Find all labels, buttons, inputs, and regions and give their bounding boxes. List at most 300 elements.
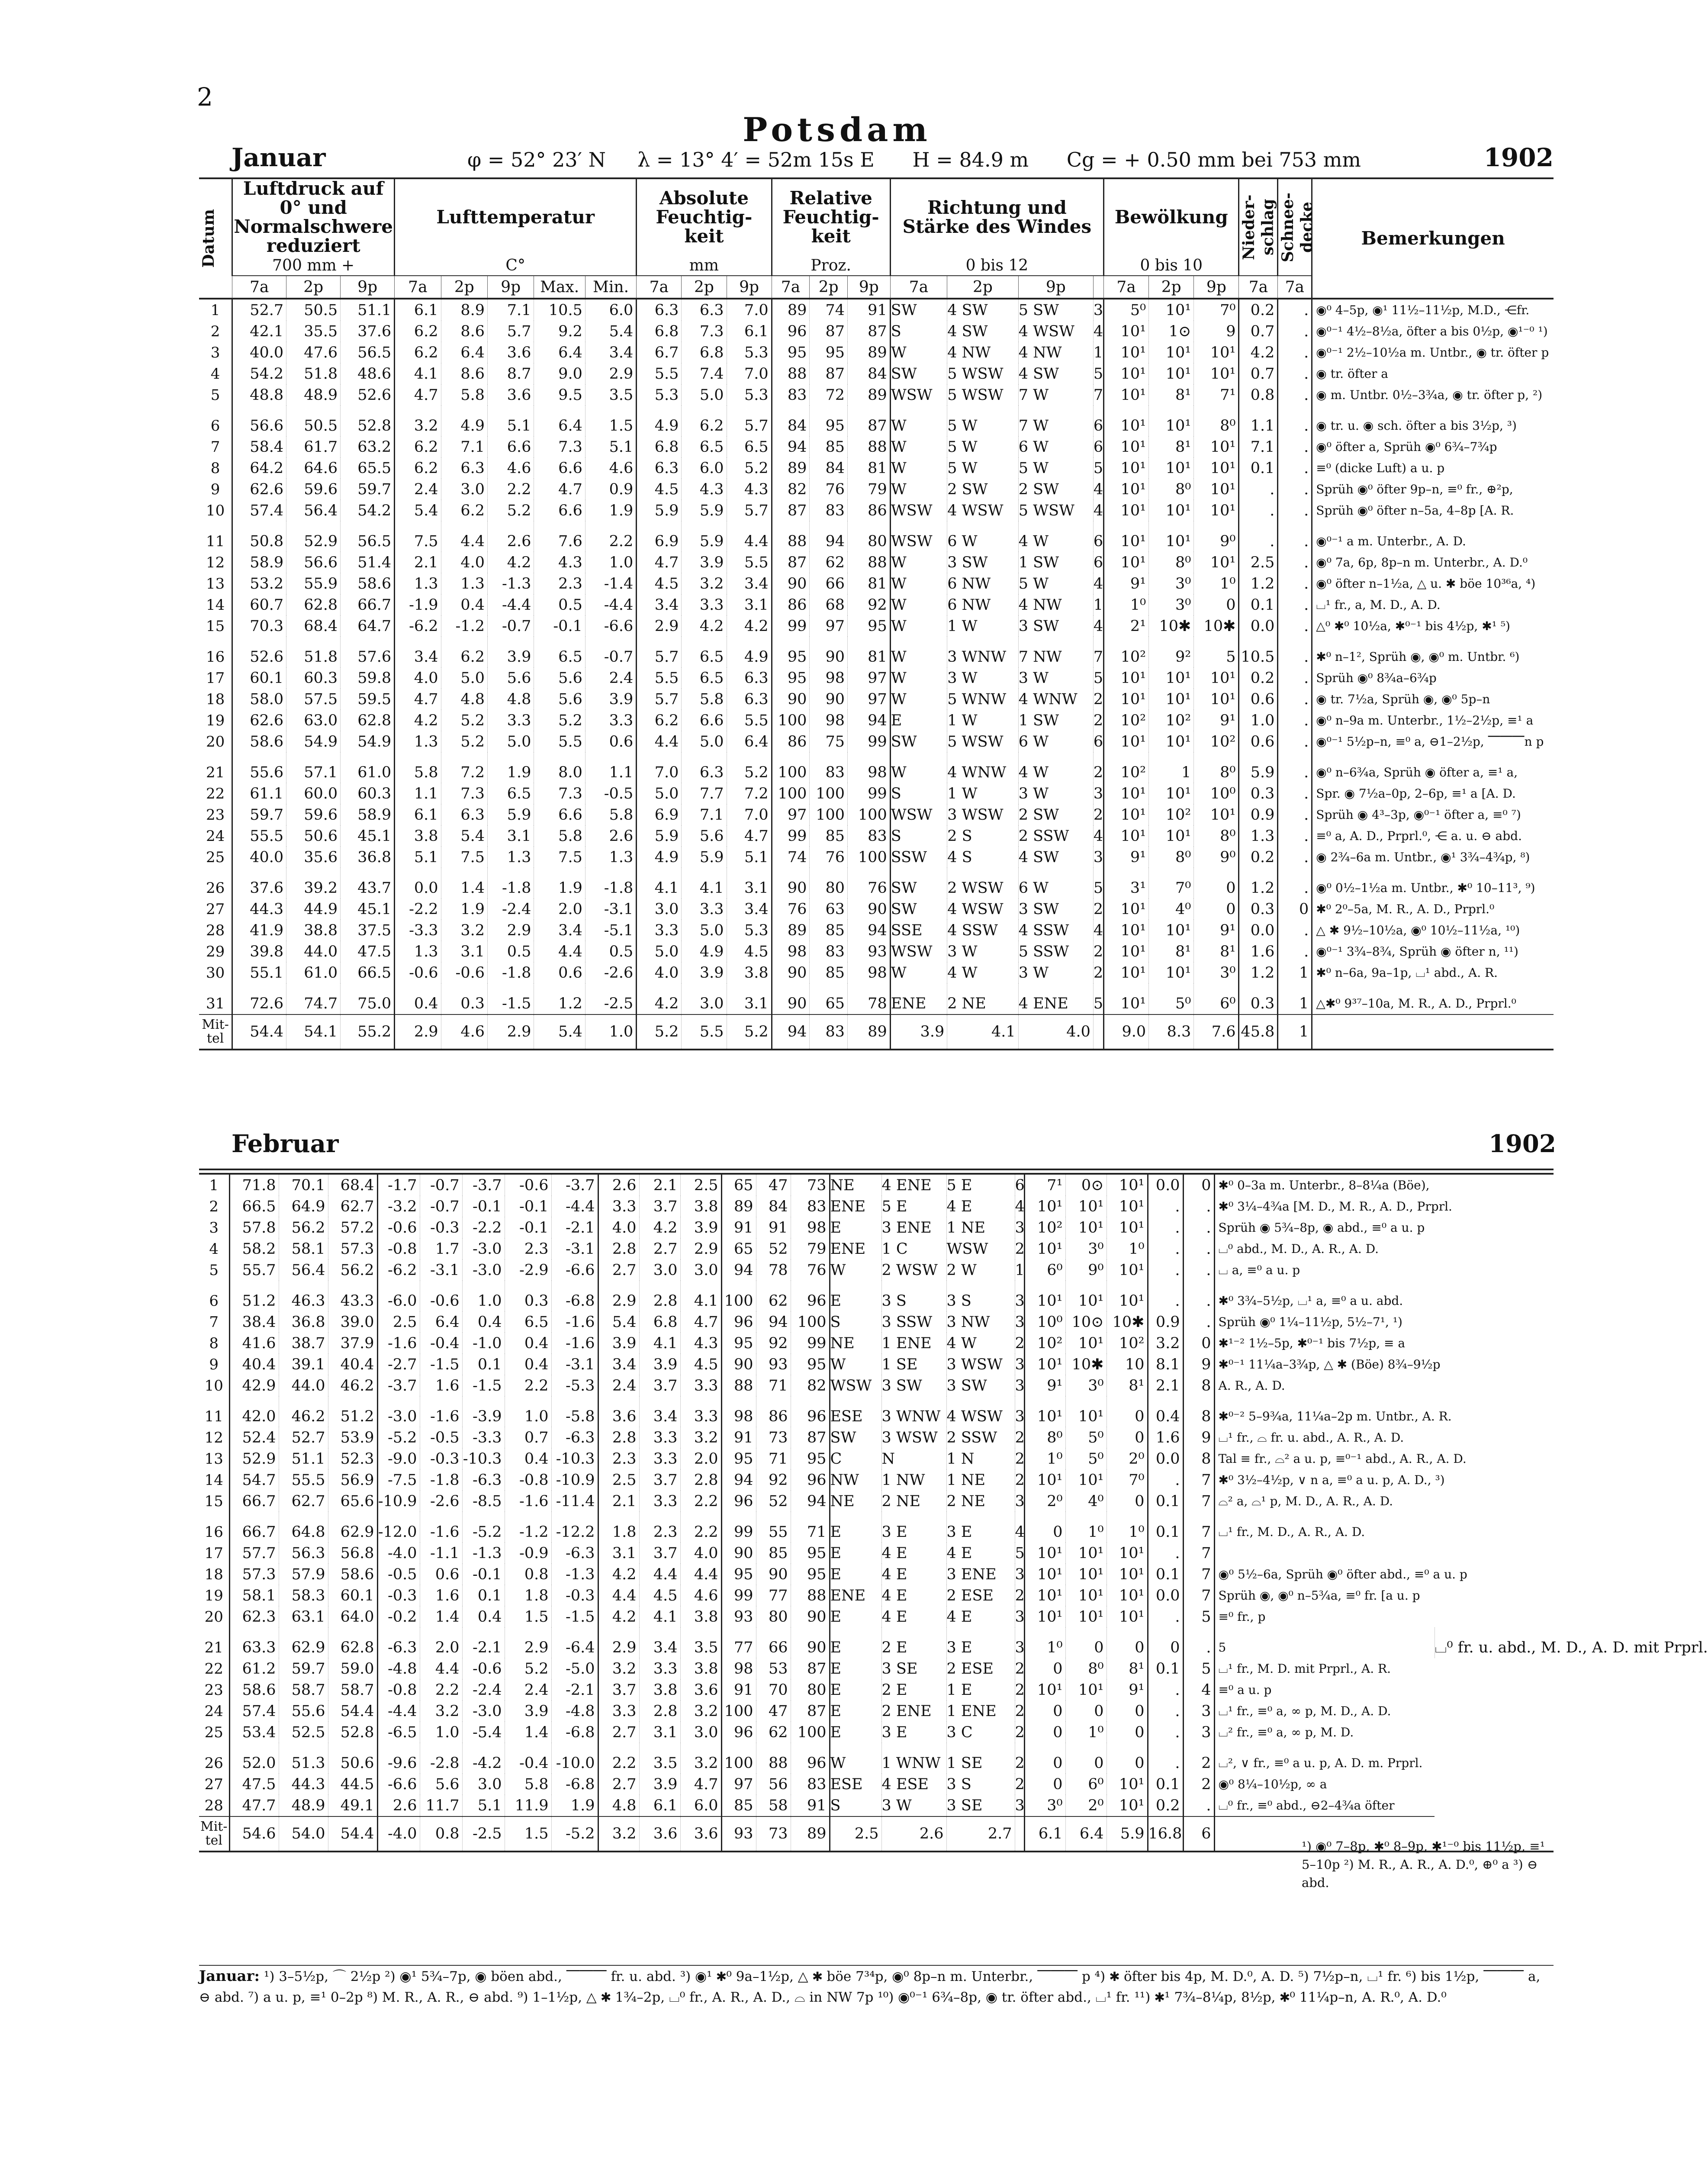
remark-cell: ◉⁰ öfter n–1½a, △ u. ✱ böe 10³⁶a, ⁴) bbox=[1312, 573, 1554, 594]
value-cell: 6.5 bbox=[682, 667, 727, 689]
value-cell: -1.1 bbox=[420, 1542, 462, 1564]
value-cell: 43.3 bbox=[328, 1281, 377, 1311]
value-cell: 1.6 bbox=[420, 1375, 462, 1396]
value-cell: 0.0 bbox=[1239, 615, 1278, 637]
value-cell: 10¹ bbox=[1024, 1585, 1065, 1606]
day-cell: 21 bbox=[204, 1639, 223, 1656]
remark-cell: ✱⁰ 3¾–5½p, ⌴¹ a, ≡⁰ a u. abd. bbox=[1214, 1281, 1435, 1311]
value-cell: 85 bbox=[756, 1542, 791, 1564]
value-cell: 1.0 bbox=[585, 552, 636, 573]
value-cell: 8 bbox=[1183, 1375, 1214, 1396]
value-cell: 2.2 bbox=[505, 1375, 551, 1396]
value-cell: 5.9 bbox=[1239, 752, 1278, 783]
value-cell: . bbox=[1278, 552, 1312, 573]
value-cell: 100 bbox=[721, 1281, 756, 1311]
value-cell: 65.6 bbox=[328, 1491, 377, 1512]
value-cell: 5 bbox=[1093, 363, 1103, 384]
mittel-value: 5.9 bbox=[1107, 1816, 1148, 1852]
day-cell: 6 bbox=[210, 417, 220, 435]
value-cell: 2 bbox=[1093, 898, 1103, 920]
value-cell: 3 W bbox=[947, 941, 1018, 962]
footnotes-text: ¹) 3–5½p, ⌒ 2½p ²) ◉¹ 5¾–7p, ◉ böen abd., ⎺⎺⎺ fr. u. abd. ³) ◉¹ ✱⁰ 9a–1½p, △ ✱ böe 7³⁴p, ◉⁰ 8p–n m. Unterbr., ⎺⎺⎺ p ⁴) ✱ öfter bis 4p, M. D.⁰, A. D. ⁵) 7½p–n, ⌴¹ fr. ⁶) bis 1½p, ⎺⎺⎺ a, ⊖ abd. ⁷) a u. p, ≡¹ 0–2p ⁸) M. R., A. R., ⊖ abd. ⁹) 1–1½p, △ ✱ 1¾–2p, ⌴⁰ fr., A. R., A. D., ⌓ in NW 7p ¹⁰) ◉⁰⁻¹ 6¾–8p, ◉ tr. öfter abd., ⌴¹ fr. ¹¹) ✱¹ 7¾–8¼p, 8½p, ✱⁰ 11¼p–n, A. R.⁰, A. D.⁰ bbox=[199, 1969, 1541, 2005]
value-cell: 100 bbox=[721, 1743, 756, 1774]
february-row bbox=[199, 1217, 1554, 1238]
value-cell: 37.6 bbox=[232, 868, 286, 898]
value-cell: 5.9 bbox=[682, 500, 727, 521]
mittel-value: 73 bbox=[756, 1816, 791, 1852]
value-cell: 9¹ bbox=[1104, 847, 1149, 868]
value-cell: 5.0 bbox=[682, 920, 727, 941]
value-cell: -10.9 bbox=[377, 1491, 420, 1512]
value-cell: 79 bbox=[791, 1238, 830, 1259]
value-cell: 3 bbox=[1183, 1722, 1214, 1743]
value-cell: 62 bbox=[756, 1722, 791, 1743]
value-cell: 58.9 bbox=[341, 804, 395, 825]
value-cell: 4.0 bbox=[637, 962, 682, 983]
remark-cell: ≡⁰ a, A. D., Prprl.⁰, ⋲ a. u. ⊖ abd. bbox=[1312, 825, 1554, 847]
value-cell: 37.5 bbox=[341, 920, 395, 941]
value-cell: 99 bbox=[772, 615, 810, 637]
value-cell: -0.1 bbox=[462, 1196, 505, 1217]
value-cell: 8¹ bbox=[1149, 941, 1194, 962]
value-cell: 95 bbox=[791, 1354, 830, 1375]
value-cell: -0.3 bbox=[420, 1448, 462, 1469]
remark-cell: ◉⁰ 0½–1½a m. Untbr., ✱⁰ 10–11³, ⁹) bbox=[1312, 868, 1554, 898]
value-cell: ESE bbox=[830, 1396, 881, 1427]
value-cell: 59.6 bbox=[286, 804, 341, 825]
value-cell: 2.5 bbox=[598, 1469, 639, 1491]
value-cell: 97 bbox=[721, 1774, 756, 1795]
value-cell: 49.1 bbox=[328, 1795, 377, 1816]
value-cell: 3.8 bbox=[395, 825, 441, 847]
mittel-value: 2.6 bbox=[881, 1816, 946, 1852]
value-cell: 5.4 bbox=[598, 1311, 639, 1333]
value-cell: 10² bbox=[1149, 804, 1194, 825]
value-cell: 100 bbox=[810, 783, 848, 804]
value-cell: 0 bbox=[1107, 1627, 1148, 1658]
value-cell: 6.2 bbox=[395, 436, 441, 457]
month-title: Januar bbox=[232, 143, 326, 172]
value-cell: 55 bbox=[756, 1512, 791, 1542]
value-cell: W bbox=[890, 752, 947, 783]
value-cell: 0.3 bbox=[1239, 983, 1278, 1014]
value-cell: SSE bbox=[890, 920, 947, 941]
value-cell: 1 bbox=[1278, 983, 1312, 1014]
value-cell: -3.0 bbox=[462, 1700, 505, 1722]
value-cell: 2.9 bbox=[680, 1238, 721, 1259]
value-cell: 83 bbox=[848, 825, 891, 847]
value-cell: -1.8 bbox=[585, 868, 636, 898]
value-cell: 4 bbox=[1093, 825, 1103, 847]
value-cell: 83 bbox=[810, 500, 848, 521]
value-cell: 3.4 bbox=[727, 898, 772, 920]
value-cell: -5.8 bbox=[551, 1396, 598, 1427]
value-cell: 0 bbox=[1183, 1333, 1214, 1354]
value-cell: 10¹ bbox=[1149, 521, 1194, 552]
value-cell: 0 bbox=[1107, 1427, 1148, 1448]
remark-cell: ✱⁰⁻¹ 11¼a–3¾p, △ ✱ (Böe) 8¾–9½p bbox=[1214, 1354, 1435, 1375]
value-cell: 5 WSW bbox=[947, 363, 1018, 384]
value-cell: 44.0 bbox=[286, 941, 341, 962]
remark-cell: ◉ tr. u. ◉ sch. öfter a bis 3½p, ³) bbox=[1312, 406, 1554, 436]
value-cell: 100 bbox=[848, 847, 891, 868]
value-cell: SW bbox=[890, 868, 947, 898]
value-cell: 10¹ bbox=[1104, 457, 1149, 479]
value-cell: -5.2 bbox=[377, 1427, 420, 1448]
mittel-value: 1 bbox=[1278, 1014, 1312, 1050]
value-cell: 6.4 bbox=[420, 1311, 462, 1333]
value-cell: 0.4 bbox=[395, 983, 441, 1014]
value-cell: 76 bbox=[810, 847, 848, 868]
february-title: Februar bbox=[232, 1130, 339, 1158]
value-cell: 4.4 bbox=[420, 1658, 462, 1679]
value-cell: 10¹ bbox=[1104, 825, 1149, 847]
value-cell: 39.1 bbox=[279, 1354, 328, 1375]
value-cell: 2 ESE bbox=[946, 1585, 1015, 1606]
value-cell: 6 W bbox=[1018, 868, 1093, 898]
value-cell: 3 bbox=[1093, 783, 1103, 804]
value-cell: -3.2 bbox=[377, 1196, 420, 1217]
value-cell: 56.2 bbox=[328, 1259, 377, 1281]
february-body bbox=[199, 1174, 1708, 1852]
value-cell: 7.3 bbox=[534, 436, 585, 457]
value-cell: 0 bbox=[1194, 594, 1239, 615]
remark-cell: 5 bbox=[1214, 1627, 1435, 1658]
value-cell: 66 bbox=[810, 573, 848, 594]
value-cell: 1 bbox=[1093, 594, 1103, 615]
year-label: 1902 bbox=[1483, 143, 1554, 172]
mittel-value: -4.0 bbox=[377, 1816, 420, 1852]
time-header-cell: 2p bbox=[947, 276, 1018, 299]
value-cell: 3.3 bbox=[585, 710, 636, 731]
value-cell: -9.0 bbox=[377, 1448, 420, 1469]
value-cell: 4.9 bbox=[441, 406, 487, 436]
value-cell: 1 bbox=[1093, 342, 1103, 363]
value-cell: 5.8 bbox=[534, 825, 585, 847]
value-cell: W bbox=[830, 1743, 881, 1774]
value-cell: 0 bbox=[1024, 1512, 1065, 1542]
day-cell: 18 bbox=[204, 1565, 223, 1583]
january-row bbox=[199, 825, 1554, 847]
value-cell: 4 SW bbox=[947, 321, 1018, 342]
value-cell: 0.2 bbox=[1148, 1795, 1183, 1816]
value-cell: -0.1 bbox=[505, 1217, 551, 1238]
remark-cell: ◉⁰ 7a, 6p, 8p–n m. Unterbr., A. D.⁰ bbox=[1312, 552, 1554, 573]
value-cell: 52 bbox=[756, 1238, 791, 1259]
value-cell: 3⁰ bbox=[1194, 962, 1239, 983]
value-cell: 1.0 bbox=[462, 1281, 505, 1311]
value-cell: 10¹ bbox=[1107, 1774, 1148, 1795]
col-datum: Datum bbox=[199, 209, 218, 268]
value-cell: 97 bbox=[848, 689, 891, 710]
value-cell: 91 bbox=[756, 1217, 791, 1238]
value-cell: 47.5 bbox=[341, 941, 395, 962]
value-cell: -10.3 bbox=[551, 1448, 598, 1469]
remark-cell: ✱¹⁻² 1½–5p, ✱⁰⁻¹ bis 7½p, ≡ a bbox=[1214, 1333, 1435, 1354]
value-cell: 100 bbox=[848, 804, 891, 825]
value-cell: 4.1 bbox=[637, 868, 682, 898]
value-cell: . bbox=[1278, 783, 1312, 804]
value-cell: 8¹ bbox=[1194, 941, 1239, 962]
footnotes bbox=[199, 1965, 1554, 2122]
value-cell: 80 bbox=[756, 1606, 791, 1627]
value-cell: 88 bbox=[721, 1375, 756, 1396]
value-cell: 1.2 bbox=[534, 983, 585, 1014]
value-cell: 60.3 bbox=[286, 667, 341, 689]
value-cell: 4 bbox=[1183, 1679, 1214, 1700]
value-cell: . bbox=[1278, 825, 1312, 847]
value-cell: 82 bbox=[791, 1375, 830, 1396]
february-row bbox=[199, 1774, 1554, 1795]
value-cell: 5.1 bbox=[462, 1795, 505, 1816]
mittel-value: 0.8 bbox=[420, 1816, 462, 1852]
value-cell: 1.1 bbox=[1239, 406, 1278, 436]
value-cell: 1 NE bbox=[946, 1469, 1015, 1491]
value-cell: 50.6 bbox=[286, 825, 341, 847]
value-cell: 52.5 bbox=[279, 1722, 328, 1743]
value-cell: 4 E bbox=[946, 1606, 1015, 1627]
value-cell: 10¹ bbox=[1107, 1281, 1148, 1311]
value-cell: S bbox=[890, 321, 947, 342]
time-header-cell: 7a bbox=[772, 276, 810, 299]
value-cell: . bbox=[1278, 321, 1312, 342]
value-cell: 81 bbox=[848, 637, 891, 667]
value-cell: 3.7 bbox=[639, 1196, 680, 1217]
day-cell: 9 bbox=[210, 480, 220, 498]
value-cell: 2.5 bbox=[680, 1174, 721, 1196]
february-row bbox=[199, 1606, 1554, 1627]
value-cell: 5 W bbox=[947, 406, 1018, 436]
value-cell: 2.8 bbox=[598, 1427, 639, 1448]
mittel-value bbox=[1093, 1014, 1103, 1050]
value-cell: 83 bbox=[772, 384, 810, 406]
remark-cell: ◉⁰⁻¹ 3¾–8¾, Sprüh ◉ öfter n, ¹¹) bbox=[1312, 941, 1554, 962]
value-cell: 4 W bbox=[1018, 752, 1093, 783]
january-row bbox=[199, 847, 1554, 868]
value-cell: 1 NW bbox=[881, 1469, 946, 1491]
value-cell: 10¹ bbox=[1024, 1542, 1065, 1564]
value-cell: -3.3 bbox=[395, 920, 441, 941]
value-cell: 4.4 bbox=[680, 1564, 721, 1585]
value-cell: 63.0 bbox=[286, 710, 341, 731]
value-cell: -4.4 bbox=[585, 594, 636, 615]
value-cell: . bbox=[1278, 299, 1312, 321]
day-cell: 22 bbox=[206, 785, 225, 802]
value-cell: -2.6 bbox=[420, 1491, 462, 1512]
value-cell: 3.1 bbox=[727, 594, 772, 615]
value-cell: -0.7 bbox=[488, 615, 534, 637]
value-cell: 10¹ bbox=[1104, 898, 1149, 920]
mittel-value: 1.5 bbox=[505, 1816, 551, 1852]
value-cell: 94 bbox=[721, 1469, 756, 1491]
value-cell: -1.3 bbox=[488, 573, 534, 594]
value-cell: 3.0 bbox=[441, 479, 487, 500]
value-cell: 76 bbox=[772, 898, 810, 920]
value-cell: 53.2 bbox=[232, 573, 286, 594]
value-cell: 2 bbox=[1015, 1469, 1024, 1491]
value-cell: 0.9 bbox=[1239, 804, 1278, 825]
value-cell: 3.3 bbox=[682, 594, 727, 615]
january-row bbox=[199, 637, 1554, 667]
value-cell: 2.6 bbox=[488, 521, 534, 552]
value-cell: 98 bbox=[810, 667, 848, 689]
value-cell: 1.1 bbox=[395, 783, 441, 804]
value-cell: 47 bbox=[756, 1174, 791, 1196]
value-cell: 10✱ bbox=[1194, 615, 1239, 637]
value-cell: 4.4 bbox=[441, 521, 487, 552]
remark-cell: ◉ tr. 7½a, Sprüh ◉, ◉⁰ 5p–n bbox=[1312, 689, 1554, 710]
value-cell: 7.1 bbox=[1239, 436, 1278, 457]
value-cell: -1.3 bbox=[551, 1564, 598, 1585]
mittel-value bbox=[1015, 1816, 1024, 1852]
value-cell: 4 S bbox=[947, 847, 1018, 868]
value-cell: 6.0 bbox=[680, 1795, 721, 1816]
value-cell: 6.2 bbox=[637, 710, 682, 731]
day-cell: 7 bbox=[210, 438, 220, 456]
value-cell: 3 SW bbox=[1018, 898, 1093, 920]
remark-cell: ⌴² fr., ≡⁰ a, ∞ p, M. D. bbox=[1214, 1722, 1435, 1743]
value-cell: 57.5 bbox=[286, 689, 341, 710]
value-cell: 6 bbox=[1015, 1174, 1024, 1196]
january-row bbox=[199, 804, 1554, 825]
value-cell: 1.9 bbox=[585, 500, 636, 521]
value-cell: 6 bbox=[1093, 406, 1103, 436]
value-cell: 2.9 bbox=[637, 615, 682, 637]
value-cell: 58.6 bbox=[328, 1564, 377, 1585]
value-cell: -6.5 bbox=[377, 1722, 420, 1743]
value-cell: 84 bbox=[772, 406, 810, 436]
value-cell: 3.8 bbox=[680, 1606, 721, 1627]
value-cell: 3 SE bbox=[946, 1795, 1015, 1816]
value-cell: 40.4 bbox=[328, 1354, 377, 1375]
value-cell: 1.1 bbox=[585, 752, 636, 783]
value-cell: SW bbox=[890, 363, 947, 384]
value-cell: 2.3 bbox=[598, 1448, 639, 1469]
time-header-cell: 7a bbox=[890, 276, 947, 299]
value-cell: 5 WSW bbox=[947, 731, 1018, 752]
value-cell: 10¹ bbox=[1104, 920, 1149, 941]
value-cell: 7 NW bbox=[1018, 637, 1093, 667]
value-cell: 39.2 bbox=[286, 868, 341, 898]
value-cell: 36.8 bbox=[279, 1311, 328, 1333]
february-row bbox=[199, 1375, 1554, 1396]
mittel-value: -2.5 bbox=[462, 1816, 505, 1852]
value-cell: 5.7 bbox=[637, 689, 682, 710]
value-cell: 3.1 bbox=[488, 825, 534, 847]
value-cell: 6.2 bbox=[441, 500, 487, 521]
value-cell: N bbox=[881, 1448, 946, 1469]
value-cell: 0.3 bbox=[1239, 783, 1278, 804]
value-cell: 10¹ bbox=[1065, 1606, 1107, 1627]
value-cell: 4.5 bbox=[680, 1354, 721, 1375]
value-cell: 40.0 bbox=[232, 342, 286, 363]
value-cell: 4.8 bbox=[441, 689, 487, 710]
value-cell: -6.3 bbox=[377, 1627, 420, 1658]
value-cell: 10⁰ bbox=[1024, 1311, 1065, 1333]
value-cell: 1⁰ bbox=[1107, 1512, 1148, 1542]
unit-relative: Proz. bbox=[772, 255, 890, 276]
value-cell: 3 bbox=[1015, 1606, 1024, 1627]
value-cell: -5.0 bbox=[551, 1658, 598, 1679]
value-cell: E bbox=[830, 1679, 881, 1700]
value-cell: 5.0 bbox=[488, 731, 534, 752]
value-cell: 4 E bbox=[946, 1196, 1015, 1217]
value-cell: 10² bbox=[1104, 710, 1149, 731]
value-cell: -4.4 bbox=[551, 1196, 598, 1217]
value-cell: 0.2 bbox=[1239, 299, 1278, 321]
value-cell: 9.0 bbox=[534, 363, 585, 384]
value-cell: 0 bbox=[1024, 1743, 1065, 1774]
value-cell: 42.0 bbox=[229, 1396, 279, 1427]
value-cell: 44.3 bbox=[279, 1774, 328, 1795]
value-cell: 3.7 bbox=[639, 1375, 680, 1396]
value-cell: 6.6 bbox=[534, 500, 585, 521]
value-cell: 83 bbox=[791, 1774, 830, 1795]
value-cell: 5.9 bbox=[637, 500, 682, 521]
remark-cell: ⌴¹ fr., M. D., A. R., A. D. bbox=[1214, 1512, 1435, 1542]
value-cell: 2.7 bbox=[598, 1722, 639, 1743]
value-cell: 5.3 bbox=[637, 384, 682, 406]
value-cell: -2.1 bbox=[551, 1217, 598, 1238]
value-cell: 4 WSW bbox=[946, 1396, 1015, 1427]
value-cell: 4.0 bbox=[395, 667, 441, 689]
value-cell: S bbox=[890, 825, 947, 847]
value-cell: 10¹ bbox=[1107, 1259, 1148, 1281]
value-cell: 3 bbox=[1183, 1700, 1214, 1722]
value-cell: -1.9 bbox=[395, 594, 441, 615]
value-cell: 95 bbox=[721, 1564, 756, 1585]
value-cell: 10 bbox=[1107, 1354, 1148, 1375]
mittel-value: 3.6 bbox=[639, 1816, 680, 1852]
value-cell: 9.5 bbox=[534, 384, 585, 406]
february-row bbox=[199, 1542, 1554, 1564]
value-cell: 91 bbox=[848, 299, 891, 321]
mittel-value: 54.4 bbox=[232, 1014, 286, 1050]
value-cell: 7.1 bbox=[682, 804, 727, 825]
value-cell: 1.9 bbox=[488, 752, 534, 783]
value-cell: 1 E bbox=[946, 1679, 1015, 1700]
value-cell: -6.0 bbox=[377, 1281, 420, 1311]
value-cell: 84 bbox=[848, 363, 891, 384]
value-cell: 56.4 bbox=[279, 1259, 328, 1281]
value-cell: -0.5 bbox=[377, 1564, 420, 1585]
value-cell: 4.1 bbox=[680, 1281, 721, 1311]
value-cell: 6.3 bbox=[727, 667, 772, 689]
value-cell: 2 NE bbox=[947, 983, 1018, 1014]
value-cell: 71.8 bbox=[229, 1174, 279, 1196]
value-cell: 64.8 bbox=[279, 1512, 328, 1542]
value-cell: SW bbox=[830, 1427, 881, 1448]
value-cell: 5 SW bbox=[1018, 299, 1093, 321]
value-cell: . bbox=[1278, 479, 1312, 500]
value-cell: 3.0 bbox=[680, 1259, 721, 1281]
february-row bbox=[199, 1281, 1554, 1311]
value-cell: 52.7 bbox=[232, 299, 286, 321]
value-cell: 5 WSW bbox=[947, 384, 1018, 406]
value-cell: 2.0 bbox=[534, 898, 585, 920]
value-cell: 5.8 bbox=[505, 1774, 551, 1795]
value-cell: 3.0 bbox=[682, 983, 727, 1014]
value-cell: 5 E bbox=[946, 1174, 1015, 1196]
value-cell: NE bbox=[830, 1174, 881, 1196]
value-cell: 52 bbox=[756, 1491, 791, 1512]
value-cell: 2.0 bbox=[680, 1448, 721, 1469]
value-cell: -0.7 bbox=[420, 1174, 462, 1196]
value-cell: 3.8 bbox=[680, 1196, 721, 1217]
value-cell: 86 bbox=[772, 594, 810, 615]
value-cell: 7.7 bbox=[682, 783, 727, 804]
value-cell: 2 SSW bbox=[946, 1427, 1015, 1448]
